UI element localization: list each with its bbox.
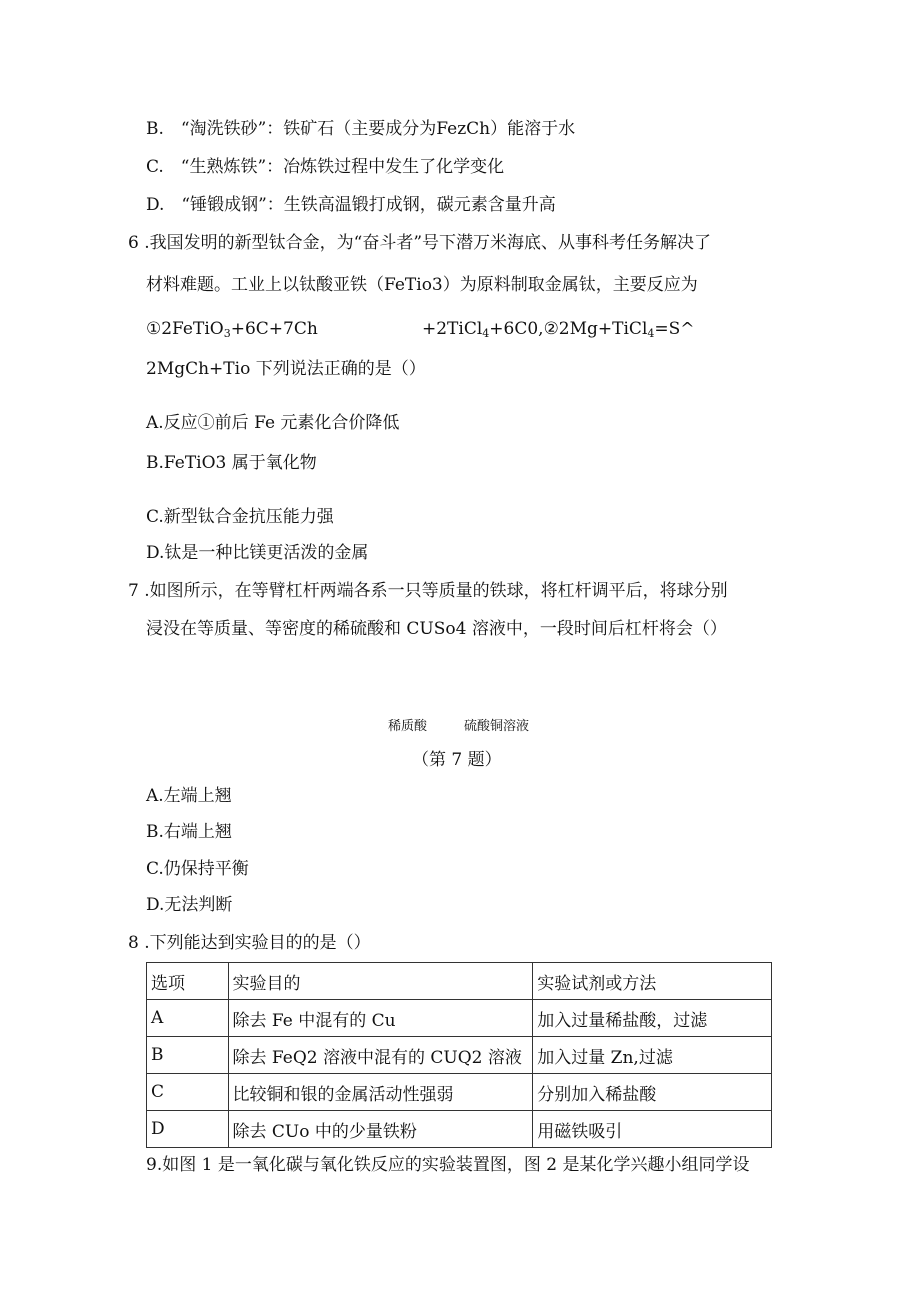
table-cell: 用磁铁吸引 — [533, 1111, 772, 1148]
q7-option-c: C.仍保持平衡 — [146, 859, 249, 879]
table-cell: 加入过量稀盐酸，过滤 — [533, 1000, 772, 1037]
q9-stem-line1: 9.如图 1 是一氧化碳与氧化铁反应的实验装置图，图 2 是某化学兴趣小组同学设 — [146, 1155, 750, 1175]
q7-option-a: A.左端上翘 — [146, 786, 232, 806]
q6-stem-line1: 6 .我国发明的新型钛合金，为“奋斗者”号下潜万米海底、从事科考任务解决了 — [128, 233, 712, 253]
table-cell: C — [147, 1074, 229, 1111]
q7-stem-line1: 7 .如图所示，在等臂杠杆两端各系一只等质量的铁球，将杠杆调平后，将球分别 — [128, 581, 728, 601]
q7-option-b: B.右端上翘 — [146, 822, 232, 842]
q6-option-d: D.钛是一种比镁更活泼的金属 — [146, 543, 369, 563]
table-header-cell: 选项 — [147, 963, 229, 1000]
q7-figure-caption: （第 7 题） — [412, 750, 502, 770]
table-cell: 除去 FeQ2 溶液中混有的 CUQ2 溶液 — [228, 1037, 533, 1074]
q7-figure-label-right: 硫酸铜溶液 — [464, 719, 530, 734]
table-row — [147, 1074, 772, 1111]
table-row — [147, 1111, 772, 1148]
q6-equation-1-left — [146, 318, 318, 345]
q6-stem-line2: 材料难题。工业上以钛酸亚铁（FeTio3）为原料制取金属钛，主要反应为 — [146, 275, 698, 295]
eq1-sub-1: 3 — [223, 327, 231, 340]
table-cell: 分别加入稀盐酸 — [533, 1074, 772, 1111]
q8-table — [146, 962, 772, 1148]
table-cell: D — [147, 1111, 229, 1148]
q7-stem-line2: 浸没在等质量、等密度的稀硫酸和 CUSo4 溶液中，一段时间后杠杆将会（） — [146, 619, 727, 639]
eq1-mid: +6C+7Ch — [230, 319, 318, 339]
eq1-sub-3: 4 — [647, 327, 655, 340]
table-row — [147, 1000, 772, 1037]
eq1-part2: +2TiCl — [422, 319, 483, 339]
table-cell: B — [147, 1037, 229, 1074]
table-header-cell: 实验目的 — [228, 963, 533, 1000]
table-cell: 加入过量 Zn,过滤 — [533, 1037, 772, 1074]
table-row — [147, 1037, 772, 1074]
q5-option-d: D. “锤锻成钢”：生铁高温锻打成钢，碳元素含量升高 — [146, 195, 556, 215]
eq1-part3: +6C0,②2Mg+TiCl — [489, 319, 648, 339]
q5-option-c: C. “生熟炼铁”：冶炼铁过程中发生了化学变化 — [146, 157, 505, 177]
eq1-sub-2: 4 — [482, 327, 490, 340]
q6-option-b: B.FeTiO3 属于氧化物 — [146, 453, 317, 473]
q7-figure-label-left: 稀质酸 — [388, 719, 428, 734]
q6-option-a: A.反应①前后 Fe 元素化合价降低 — [146, 413, 400, 433]
table-cell: 除去 CUo 中的少量铁粉 — [228, 1111, 533, 1148]
eq1-end: =S^ — [654, 319, 695, 339]
q7-option-d: D.无法判断 — [146, 895, 233, 915]
eq1-start: ①2FeTiO — [146, 319, 224, 339]
table-cell: 除去 Fe 中混有的 Cu — [228, 1000, 533, 1037]
table-cell: A — [147, 1000, 229, 1037]
q6-equation-1-right — [422, 318, 695, 345]
q5-option-b: B. “淘洗铁砂”：铁矿石（主要成分为FezCh）能溶于水 — [146, 119, 576, 139]
q6-equation-2: 2MgCh+Tio 下列说法正确的是（） — [146, 359, 426, 379]
table-header-cell: 实验试剂或方法 — [533, 963, 772, 1000]
q8-stem: 8 .下列能达到实验目的的是（） — [128, 933, 371, 953]
table-header-row — [147, 963, 772, 1000]
q6-option-c: C.新型钛合金抗压能力强 — [146, 507, 334, 527]
table-cell: 比较铜和银的金属活动性强弱 — [228, 1074, 533, 1111]
